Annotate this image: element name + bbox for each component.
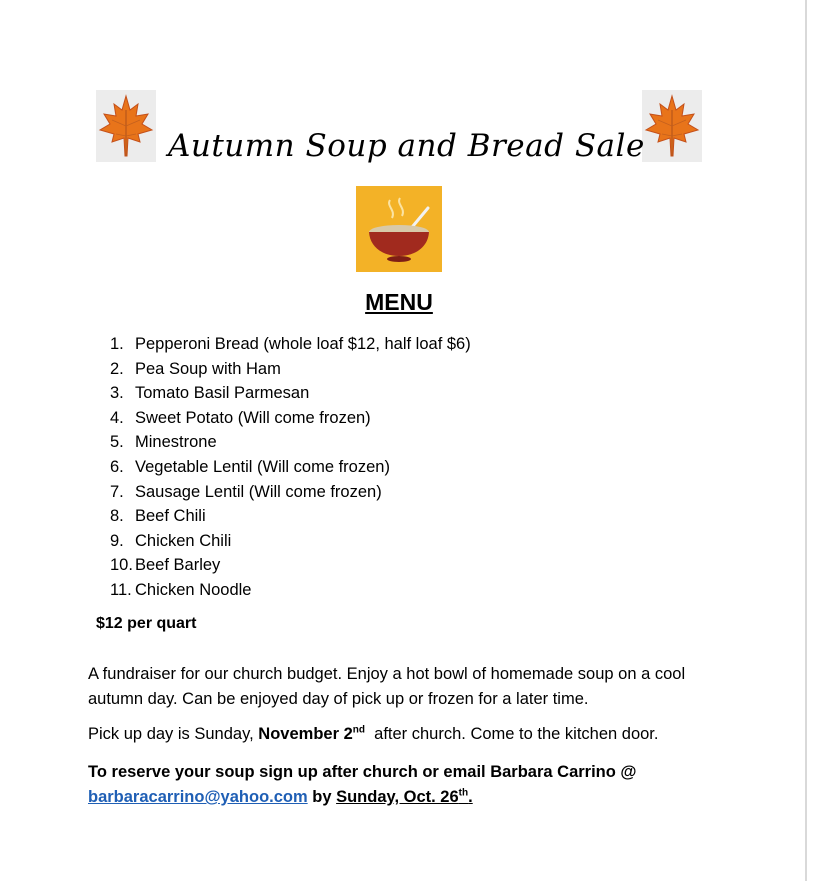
list-item: 9. Chicken Chili (110, 531, 232, 550)
list-item: 11. Chicken Noodle (110, 580, 252, 599)
list-item: 1. Pepperoni Bread (whole loaf $12, half loaf $6) (110, 335, 471, 353)
description-paragraph: A fundraiser for our church budget. Enjoy a hot bowl of homemade soup on a cool autumn day. Can be enjoyed day of pick up or frozen for a later time. (88, 665, 686, 708)
price-note: $12 per quart (96, 615, 197, 632)
list-item: 5. Minestrone (110, 433, 217, 452)
maple-leaf-icon (642, 90, 702, 162)
soup-bowl-icon (356, 186, 442, 272)
reserve-deadline: Sunday, Oct. 26th. (336, 787, 473, 806)
pickup-paragraph: Pick up day is Sunday, November 2nd after church. Come to the kitchen door. (88, 724, 659, 743)
page-edge (805, 0, 807, 881)
list-item: 2. Pea Soup with Ham (110, 359, 281, 378)
list-item: 8. Beef Chili (110, 507, 206, 526)
reserve-paragraph: To reserve your soup sign up after church or email Barbara Carrino @ barbaracarrino@yahoo.com by Sunday, Oct. 26th. (88, 763, 637, 806)
maple-leaf-icon (96, 90, 156, 162)
pickup-date: November 2nd (258, 724, 365, 743)
list-item: 6. Vegetable Lentil (Will come frozen) (110, 457, 390, 476)
menu-list (110, 332, 471, 603)
page-title: Autumn Soup and Bread Sale (168, 128, 645, 164)
list-item: 4. Sweet Potato (Will come frozen) (110, 408, 371, 427)
menu-heading: MENU (365, 289, 433, 315)
email-link[interactable]: barbaracarrino@yahoo.com (88, 788, 308, 806)
list-item: 7. Sausage Lentil (Will come frozen) (110, 482, 382, 501)
list-item: 10. Beef Barley (110, 556, 221, 575)
list-item: 3. Tomato Basil Parmesan (110, 384, 310, 403)
